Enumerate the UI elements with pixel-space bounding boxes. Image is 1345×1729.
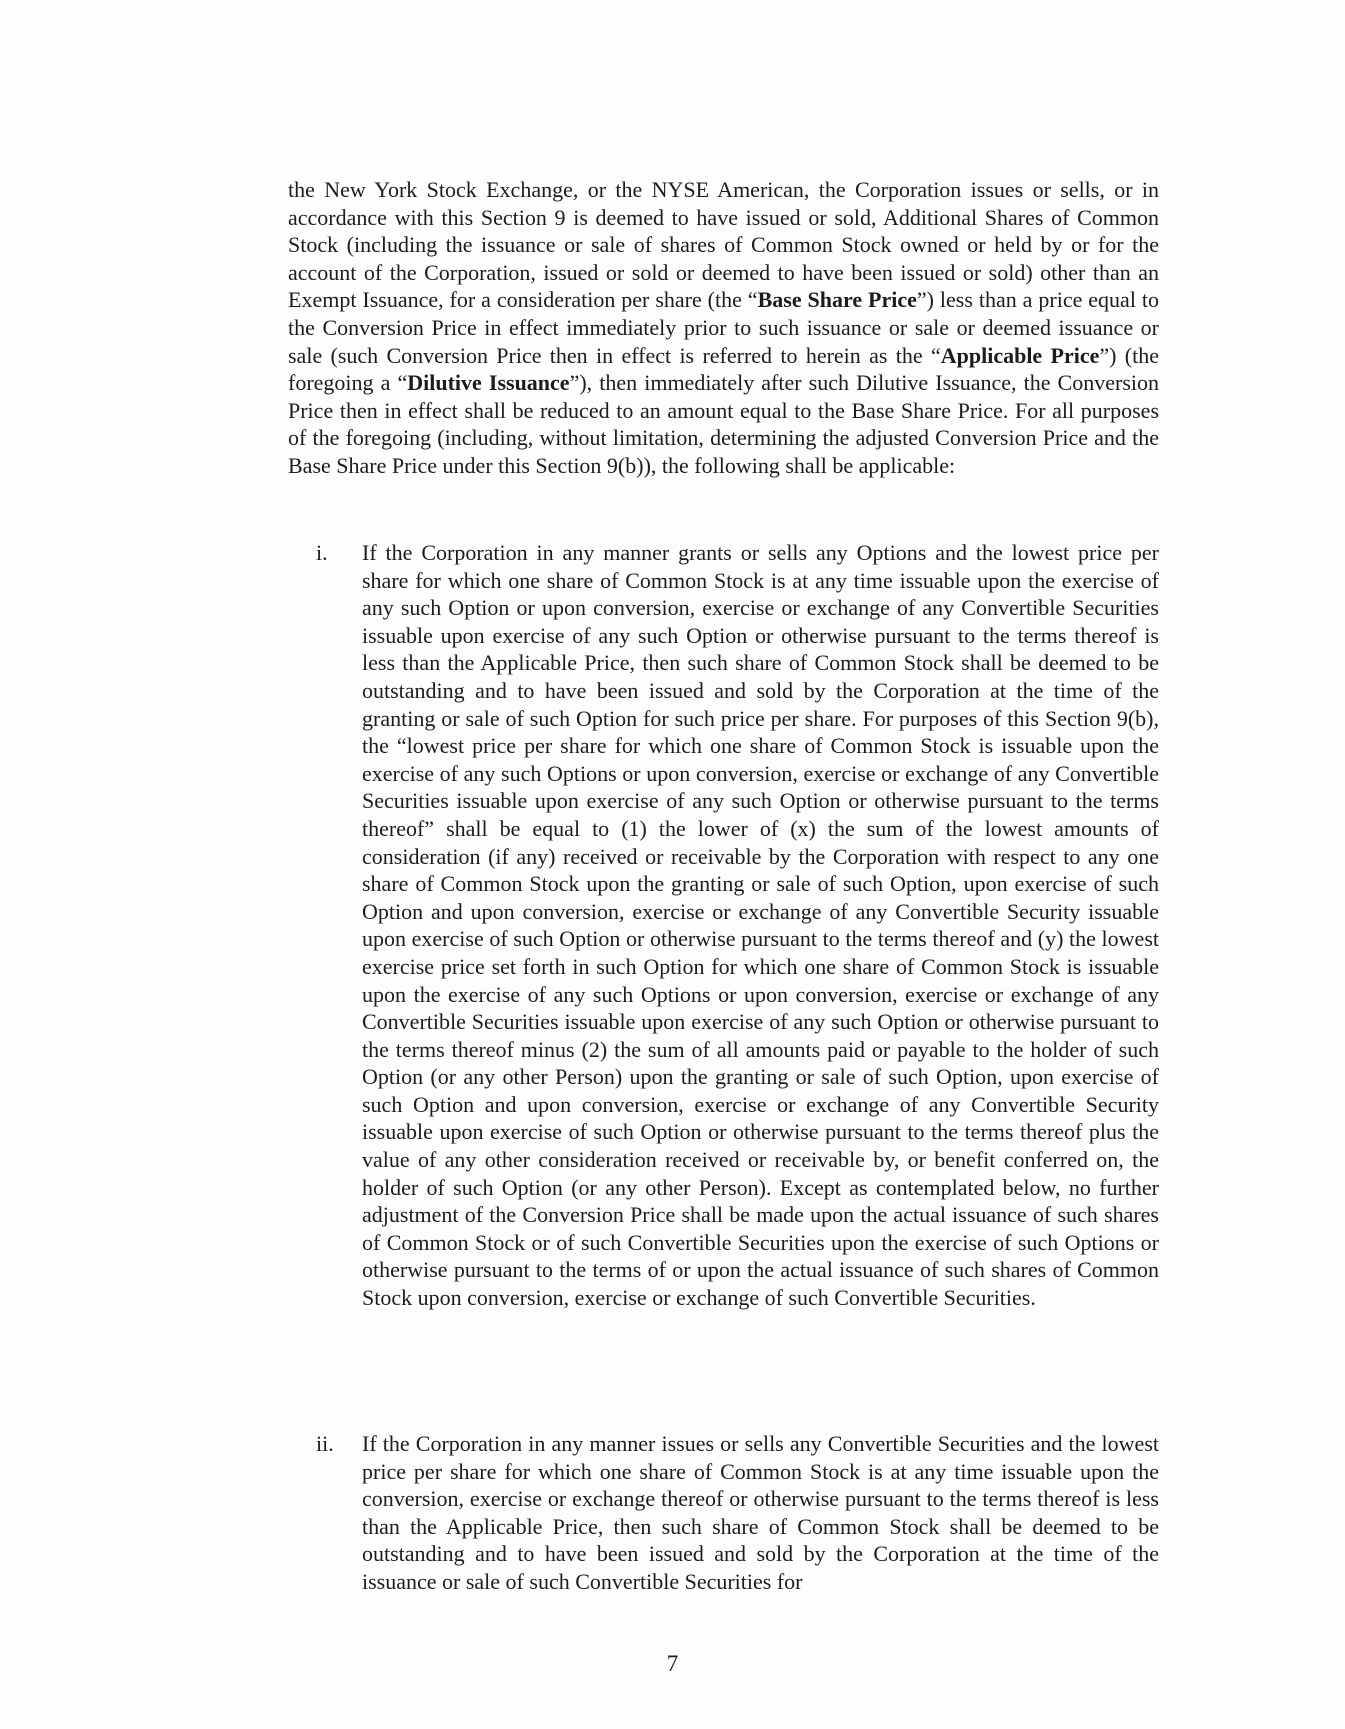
list-item-i <box>318 539 1159 1312</box>
intro-text-1: the New York Stock Exchange, or the NYSE American, the Corporation issues or sells, or in accordance with this Section 9 is deemed to have issued or sold, Additional Shares of Common Stock (including the issuance or sale of shares of Common Stock owned or held by or for the account of the Corporation, issued or sold or deemed to have been issued or sold) other than an Exempt Issuance, for a consideration per share (the “ <box>288 177 1159 313</box>
list-marker: i. <box>316 540 328 565</box>
list-item-text: If the Corporation in any manner issues or sells any Convertible Securities and the lowest price per share for which one share of Common Stock is at any time issuable upon the conversion, exercise or exchange thereof or otherwise pursuant to the terms thereof is less than the Applicable Price, then such share of Common Stock shall be deemed to be outstanding and to have been issued and sold by the Corporation at the time of the issuance or sale of such Convertible Securities for <box>362 1431 1159 1594</box>
list-item-text: If the Corporation in any manner grants or sells any Options and the lowest price per share for which one share of Common Stock is at any time issuable upon the exercise of any such Option or upon conversion, exercise or exchange of any Convertible Securities issuable upon exercise of any such Option or otherwise pursuant to the terms thereof is less than the Applicable Price, then such share of Common Stock shall be deemed to be outstanding and to have been issued and sold by the Corporation at the time of the granting or sale of such Option for such price per share. For purposes of this Section 9(b), the “lowest price per share for which one share of Common Stock is issuable upon the exercise of any such Options or upon conversion, exercise or exchange of any Convertible Securities issuable upon exercise of any such Option or otherwise pursuant to the terms thereof” shall be equal to (1) the lower of (x) the sum of the lowest amounts of consideration (if any) received or receivable by the Corporation with respect to any one share of Common Stock upon the granting or sale of such Option, upon exercise of such Option and upon conversion, exercise or exchange of any Convertible Security issuable upon exercise of such Option or otherwise pursuant to the terms thereof and (y) the lowest exercise price set forth in such Option for which one share of Common Stock is issuable upon the exercise of any such Options or upon conversion, exercise or exchange of any Convertible Securities issuable upon exercise of any such Option or otherwise pursuant to the terms thereof minus (2) the sum of all amounts paid or payable to the holder of such Option (or any other Person) upon the granting or sale of such Option, upon exercise of such Option and upon conversion, exercise or exchange of any Convertible Security issuable upon exercise of such Option or otherwise pursuant to the terms thereof plus the value of any other consideration received or receivable by, or benefit conferred on, the holder of such Option (or any other Person). Except as contemplated below, no further adjustment of the Conversion Price shall be made upon the actual issuance of such shares of Common Stock or of such Convertible Securities upon the exercise of such Options or otherwise pursuant to the terms of or upon the actual issuance of such shares of Common Stock upon conversion, exercise or exchange of such Convertible Securities. <box>362 540 1159 1311</box>
list-item-ii <box>318 1430 1159 1596</box>
list-marker: ii. <box>316 1431 334 1456</box>
intro-text-2: ”) less than a price equal to the Conversion Price in effect immediately prior to such issuance or sale or deemed issuance or sale (such Conversion Price then in effect is referred to herein as the “ <box>288 287 1159 368</box>
page-number: 7 <box>666 1651 679 1676</box>
defined-term-base-share-price: Base Share Price <box>757 287 917 313</box>
defined-term-dilutive-issuance: Dilutive Issuance <box>407 370 570 396</box>
intro-text-3: ”) (the foregoing a “ <box>288 342 1159 396</box>
intro-text-4: ”), then immediately after such Dilutive Issuance, the Conversion Price then in effect shall be reduced to an amount equal to the Base Share Price. For all purposes of the foregoing (including, without limitation, determining the adjusted Conversion Price and the Base Share Price under this Section 9(b)), the following shall be applicable: <box>288 370 1159 478</box>
intro-paragraph <box>288 176 1159 480</box>
defined-term-applicable-price: Applicable Price <box>940 342 1100 368</box>
